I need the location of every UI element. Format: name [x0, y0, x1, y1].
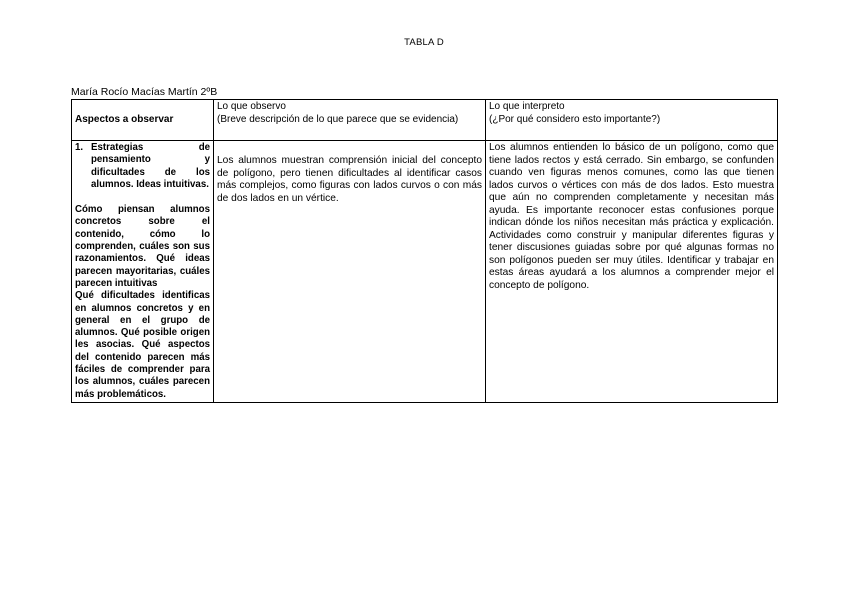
- header-aspects-label: Aspectos a observar: [75, 114, 174, 125]
- table-row: [72, 141, 778, 403]
- observation-text: Los alumnos muestran comprensión inicial del concepto de polígono, pero tienen dificultades al identificar casos más complejos, como figuras con lados curvos o con más de dos lados en un vértice.: [217, 155, 482, 204]
- page-title: TABLA D: [404, 37, 444, 48]
- header-interpret-subtitle: (¿Por qué considero esto importante?): [489, 113, 661, 125]
- header-observe-title: Lo que observo: [217, 101, 286, 112]
- aspect-item-heading: [75, 142, 210, 191]
- aspect-guide-paragraph-2: Qué dificultades identificas en alumnos concretos y en general en el grupo de alumnos. Qué posible origen les asocias. Qué aspectos del contenido parecen más fáciles de comprender para los alumnos, cuáles parecen más problemáticos.: [75, 290, 210, 400]
- header-observe-subtitle: (Breve descripción de lo que parece que se evidencia): [217, 113, 459, 125]
- aspect-item-number: 1.: [75, 142, 84, 153]
- author-line: María Rocío Macías Martín 2ºB: [71, 86, 218, 98]
- header-interpret-title: Lo que interpreto: [489, 101, 565, 112]
- observation-cell: [214, 141, 486, 403]
- header-observe: [214, 100, 486, 141]
- header-interpret: [486, 100, 778, 141]
- aspect-item-title: Estrategias de pensamiento y dificultades de los alumnos. Ideas intuitivas.: [91, 142, 210, 190]
- interpretation-cell: [486, 141, 778, 403]
- aspect-guide-paragraph-1: Cómo piensan alumnos concretos sobre el contenido, cómo lo comprenden, cuáles son sus razonamientos. Qué ideas parecen mayoritarias, cuáles parecen intuitivas: [75, 204, 210, 289]
- interpretation-text: Los alumnos entienden lo básico de un polígono, como que tiene lados rectos y está cerrado. Sin embargo, se confunden cuando ven figuras menos comunes, como las que tienen lados curvos o vértices con más de dos lados. Esto muestra que aún no comprenden completamente y necesitan más ayuda. Es importante reconocer estas confusiones porque indican dónde los niños necesitan más práctica y explicación. Actividades como construir y manipular diferentes figuras y tener discusiones guiadas sobre por qué algunas formas no son polígonos pueden ser muy útiles. Identificar y trabajar en estas áreas ayudará a los alumnos a comprender mejor el concepto de polígono.: [489, 142, 774, 291]
- aspect-cell: [72, 141, 214, 403]
- observation-table: [71, 99, 778, 403]
- header-aspects: [72, 100, 214, 141]
- table-header-row: [72, 100, 778, 141]
